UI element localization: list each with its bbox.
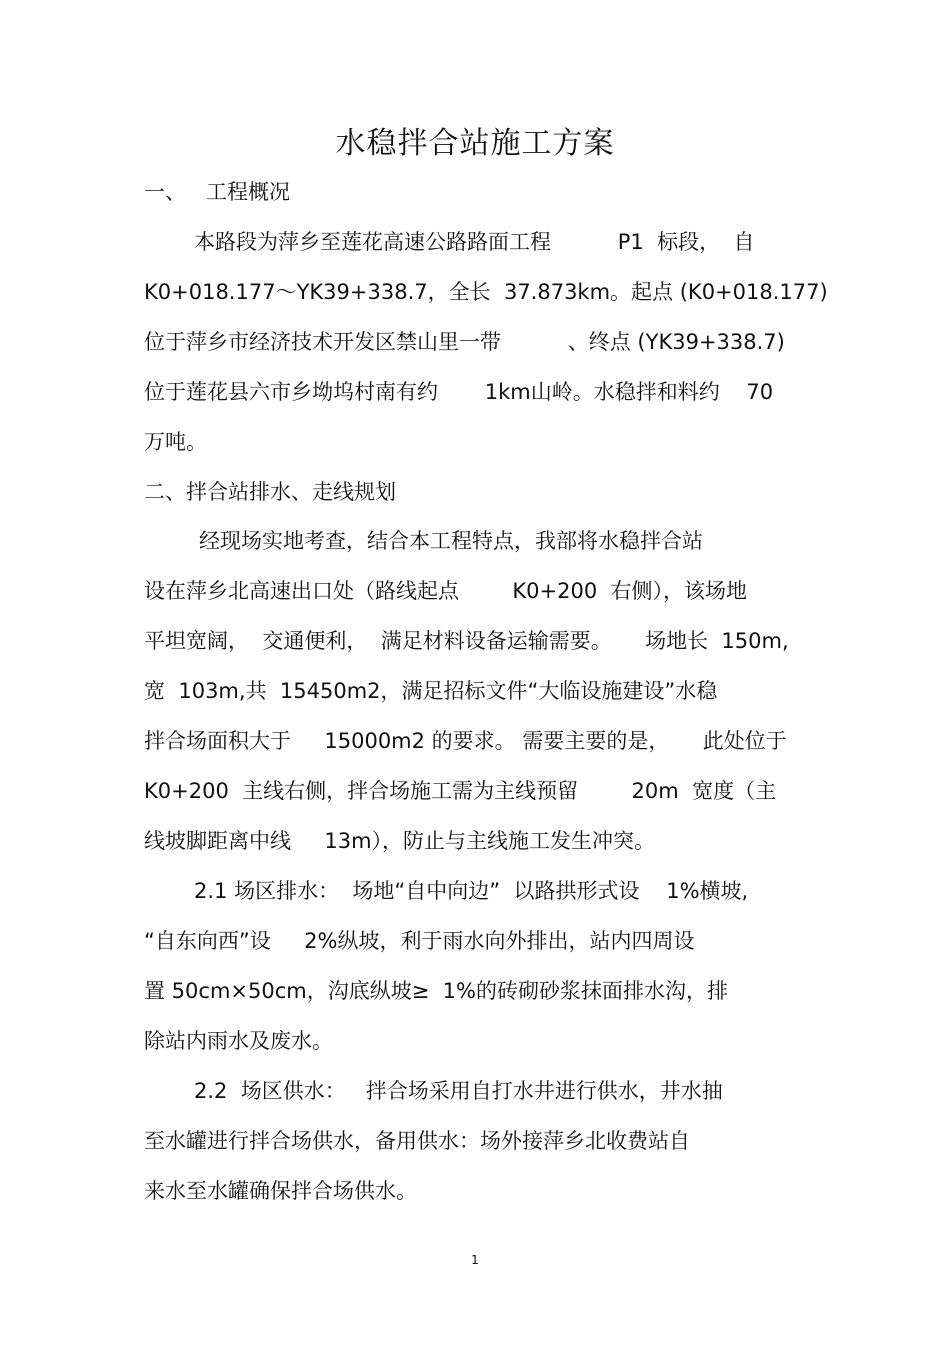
section-heading-drainage: 二、拌合站排水、走线规划	[144, 480, 396, 504]
section-heading-overview: 一、 工程概况	[144, 180, 291, 204]
subsection-2-1-line: 置 50cm×50cm，沟底纵坡≥ 1%的砖砌砂浆抹面排水沟，排	[144, 979, 728, 1003]
document-title: 水稳拌合站施工方案	[335, 126, 615, 161]
paragraph-line: 万吨。	[144, 430, 207, 454]
paragraph-line: K0+200 主线右侧，拌合场施工需为主线预留 20m 宽度（主	[144, 779, 777, 803]
subsection-2-2-line: 2.2 场区供水： 拌合场采用自打水井进行供水，井水抽	[194, 1079, 723, 1103]
paragraph-line: 线坡脚距离中线 13m），防止与主线施工发生冲突。	[144, 829, 656, 853]
paragraph-line: 经现场实地考查，结合本工程特点，我部将水稳拌合站	[199, 529, 703, 553]
subsection-2-2-line: 来水至水罐确保拌合场供水。	[144, 1179, 417, 1203]
page-number: 1	[471, 1253, 479, 1267]
subsection-2-1-line: 2.1 场区排水： 场地“自中向边” 以路拱形式设 1%横坡,	[194, 879, 749, 903]
subsection-2-1-line: 除站内雨水及废水。	[144, 1029, 333, 1053]
paragraph-line: 本路段为萍乡至莲花高速公路路面工程 P1 标段， 自	[194, 230, 755, 254]
paragraph-line: 拌合场面积大于 15000m2 的要求。 需要主要的是， 此处位于	[144, 729, 787, 753]
paragraph-line: 宽 103m,共 15450m2，满足招标文件“大临设施建设”水稳	[144, 679, 718, 703]
paragraph-line: K0+018.177～YK39+338.7，全长 37.873km。起点 (K0+018.177)	[144, 280, 828, 304]
subsection-2-2-line: 至水罐进行拌合场供水，备用供水：场外接萍乡北收费站自	[144, 1129, 690, 1153]
paragraph-line: 平坦宽阔， 交通便利， 满足材料设备运输需要。 场地长 150m,	[144, 629, 789, 653]
paragraph-line: 位于萍乡市经济技术开发区禁山里一带 、终点 (YK39+338.7)	[144, 330, 785, 354]
paragraph-line: 设在萍乡北高速出口处（路线起点 K0+200 右侧），该场地	[144, 579, 748, 603]
subsection-2-1-line: “自东向西”设 2%纵坡，利于雨水向外排出，站内四周设	[144, 929, 695, 953]
paragraph-line: 位于莲花县六市乡坳坞村南有约 1km山岭。水稳拌和料约 70	[144, 380, 774, 404]
